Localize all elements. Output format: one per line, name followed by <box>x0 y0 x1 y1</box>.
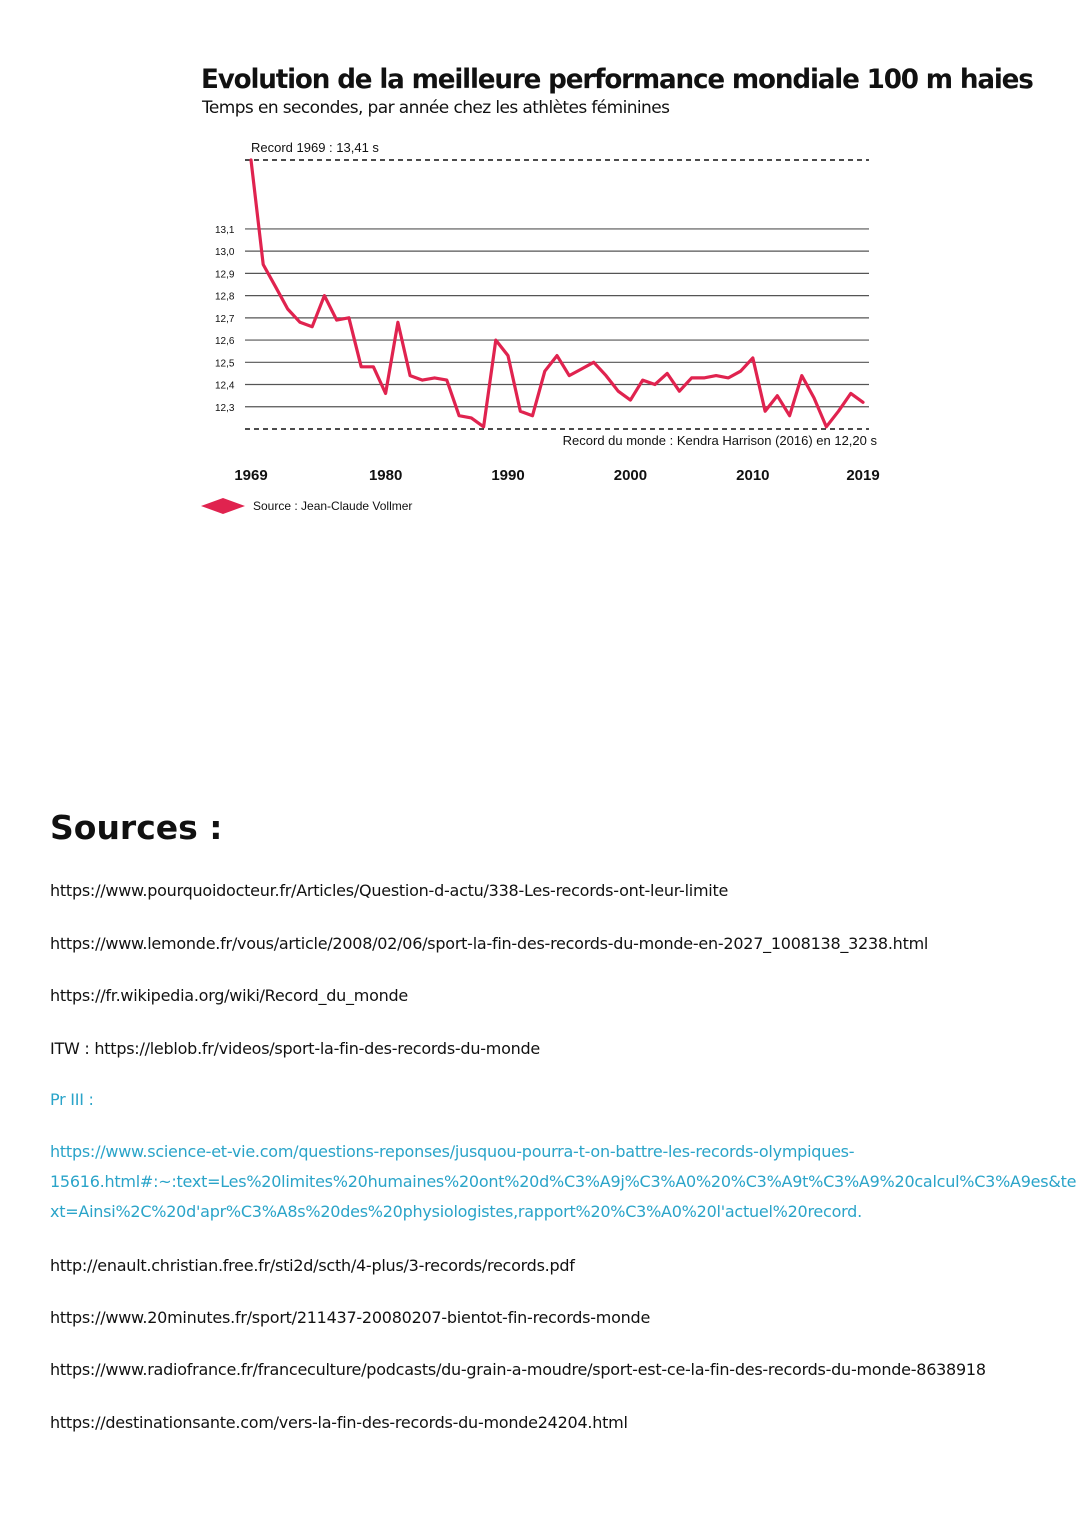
x-tick-label: 1969 <box>234 467 268 484</box>
legend-swatch-icon <box>201 498 245 514</box>
source-link-science-et-vie[interactable] <box>50 1137 1077 1227</box>
x-tick-label: 2019 <box>846 467 880 484</box>
science-et-vie-link-line-3: xt=Ainsi%2C%20d'apr%C3%A8s%20des%20physiologistes,rapport%20%C3%A0%20l'actuel%20record. <box>50 1202 862 1221</box>
source-link-enault[interactable]: http://enault.christian.free.fr/sti2d/scth/4-plus/3-records/records.pdf <box>50 1256 575 1275</box>
pr3-label: Pr III : <box>50 1090 94 1109</box>
chart-title: Evolution de la meilleure performance mondiale 100 m haies <box>201 64 1033 95</box>
science-et-vie-link-line-2: 15616.html#:~:text=Les%20limites%20humaines%20ont%20d%C3%A9j%C3%A0%20%C3%A9t%C3%A9%20calcul%C3%A9es&te <box>50 1172 1077 1191</box>
science-et-vie-link-line-1: https://www.science-et-vie.com/questions-reponses/jusquou-pourra-t-on-battre-les-records-olympiques- <box>50 1142 855 1161</box>
line-chart <box>195 60 895 530</box>
source-link-20minutes[interactable]: https://www.20minutes.fr/sport/211437-20080207-bientot-fin-records-monde <box>50 1308 651 1327</box>
y-tick-label: 12,3 <box>215 402 235 414</box>
y-tick-label: 13,1 <box>215 224 235 236</box>
x-tick-label: 1980 <box>368 467 403 484</box>
source-link-wikipedia[interactable]: https://fr.wikipedia.org/wiki/Record_du_monde <box>50 986 409 1005</box>
y-tick-label: 12,6 <box>215 336 235 348</box>
y-tick-label: 12,8 <box>215 291 235 303</box>
source-link-itw-leblob[interactable]: ITW : https://leblob.fr/videos/sport-la-fin-des-records-du-monde <box>50 1039 541 1058</box>
x-tick-label: 2010 <box>736 467 770 484</box>
y-tick-label: 12,5 <box>215 358 235 370</box>
y-tick-label: 13,0 <box>215 247 235 259</box>
source-link-lemonde[interactable]: https://www.lemonde.fr/vous/article/2008/02/06/sport-la-fin-des-records-du-monde-en-2027_1008138_3238.html <box>50 934 929 953</box>
series-line <box>251 160 863 427</box>
x-tick-label: 2000 <box>613 467 648 484</box>
x-tick-label: 1990 <box>491 467 525 484</box>
y-tick-label: 12,4 <box>215 380 235 392</box>
source-link-radiofrance[interactable]: https://www.radiofrance.fr/franceculture/podcasts/du-grain-a-moudre/sport-est-ce-la-fin-des-records-du-monde-8638918 <box>50 1360 986 1379</box>
y-tick-label: 12,7 <box>215 313 235 325</box>
reference-label-world-record: Record du monde : Kendra Harrison (2016) en 12,20 s <box>562 433 877 448</box>
y-tick-label: 12,9 <box>215 269 235 281</box>
source-link-pourquoidocteur[interactable]: https://www.pourquoidocteur.fr/Articles/Question-d-actu/338-Les-records-ont-leur-limite <box>50 881 729 900</box>
legend-source-label: Source : Jean-Claude Vollmer <box>253 499 413 513</box>
chart-figure <box>195 60 1033 530</box>
chart-subtitle: Temps en secondes, par année chez les athlètes féminines <box>202 98 670 118</box>
sources-heading: Sources : <box>50 808 223 847</box>
reference-label-1969: Record 1969 : 13,41 s <box>251 140 379 155</box>
source-link-destinationsante[interactable]: https://destinationsante.com/vers-la-fin-des-records-du-monde24204.html <box>50 1413 628 1432</box>
